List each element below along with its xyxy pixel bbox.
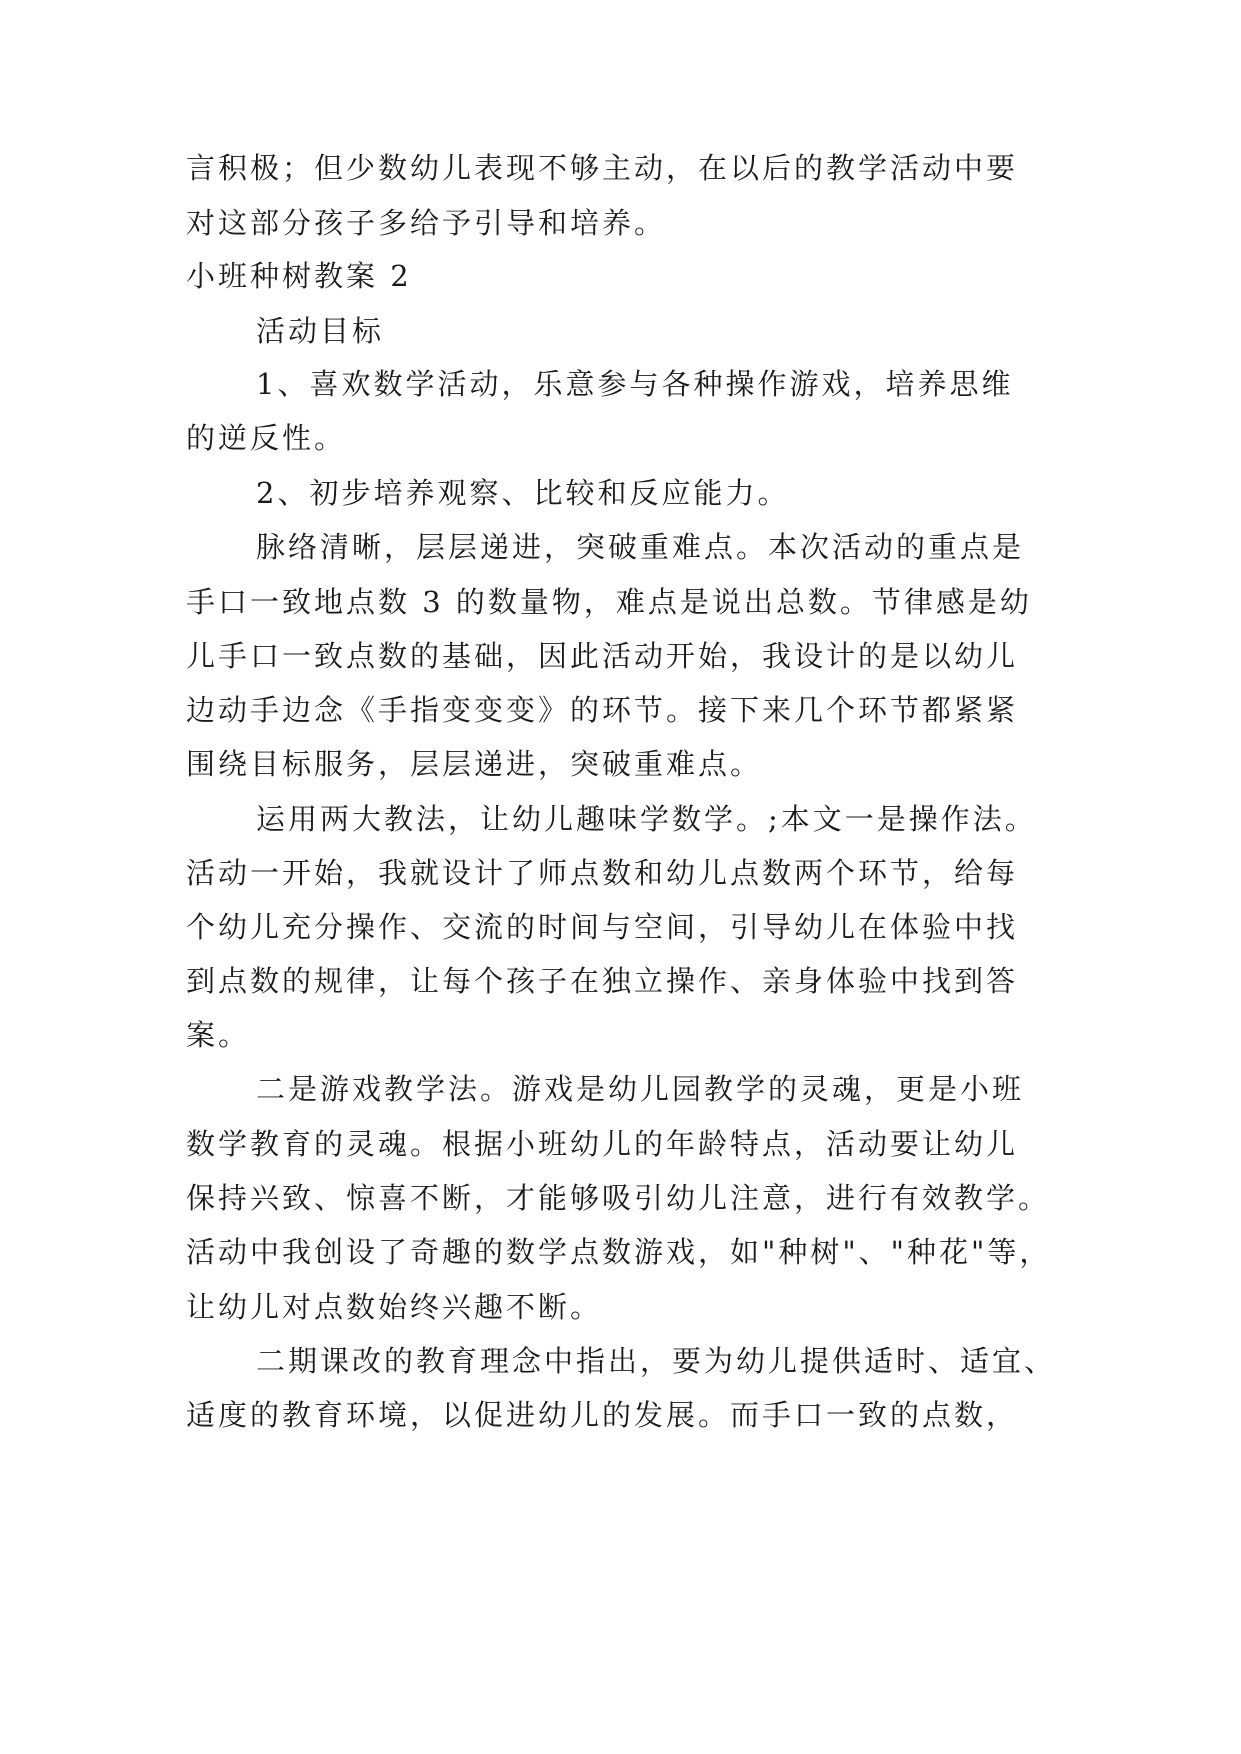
text-line: 手口一致地点数 3 的数量物，难点是说出总数。节律感是幼 — [186, 585, 1032, 619]
text-line: 2、初步培养观察、比较和反应能力。 — [256, 476, 790, 510]
text-line: 二期课改的教育理念中指出，要为幼儿提供适时、适宜、 — [256, 1344, 1057, 1378]
text-line: 案。 — [186, 1018, 251, 1052]
text-line: 1、喜欢数学活动，乐意参与各种操作游戏，培养思维 — [256, 367, 1014, 401]
text-line: 边动手边念《手指变变变》的环节。接下来几个环节都紧紧 — [186, 693, 1019, 727]
subheading: 活动目标 — [256, 314, 385, 348]
text-line: 二是游戏教学法。游戏是幼儿园教学的灵魂，更是小班 — [256, 1072, 1025, 1106]
text-line: 儿手口一致点数的基础，因此活动开始，我设计的是以幼儿 — [186, 639, 1019, 673]
text-line: 围绕目标服务，层层递进，突破重难点。 — [186, 747, 763, 781]
text-line: 对这部分孩子多给予引导和培养。 — [186, 206, 667, 240]
text-line: 个幼儿充分操作、交流的时间与空间，引导幼儿在体验中找 — [186, 910, 1019, 944]
text-line: 的逆反性。 — [186, 421, 347, 455]
text-line: 到点数的规律，让每个孩子在独立操作、亲身体验中找到答 — [186, 964, 1019, 998]
text-line: 数学教育的灵魂。根据小班幼儿的年龄特点，活动要让幼儿 — [186, 1127, 1019, 1161]
text-line: 脉络清晰，层层递进，突破重难点。本次活动的重点是 — [256, 530, 1025, 564]
text-line: 活动一开始，我就设计了师点数和幼儿点数两个环节，给每 — [186, 856, 1019, 890]
text-line: 让幼儿对点数始终兴趣不断。 — [186, 1290, 603, 1324]
text-line: 保持兴致、惊喜不断，才能够吸引幼儿注意，进行有效教学。 — [186, 1181, 1051, 1215]
text-line: 运用两大教法，让幼儿趣味学数学。;本文一是操作法。 — [256, 802, 1037, 836]
text-line: 活动中我创设了奇趣的数学点数游戏，如"种树"、"种花"等， — [186, 1235, 1052, 1269]
text-line: 适度的教育环境，以促进幼儿的发展。而手口一致的点数， — [186, 1398, 1019, 1432]
section-title: 小班种树教案 2 — [186, 259, 412, 293]
text-line: 言积极；但少数幼儿表现不够主动，在以后的教学活动中要 — [186, 151, 1019, 185]
